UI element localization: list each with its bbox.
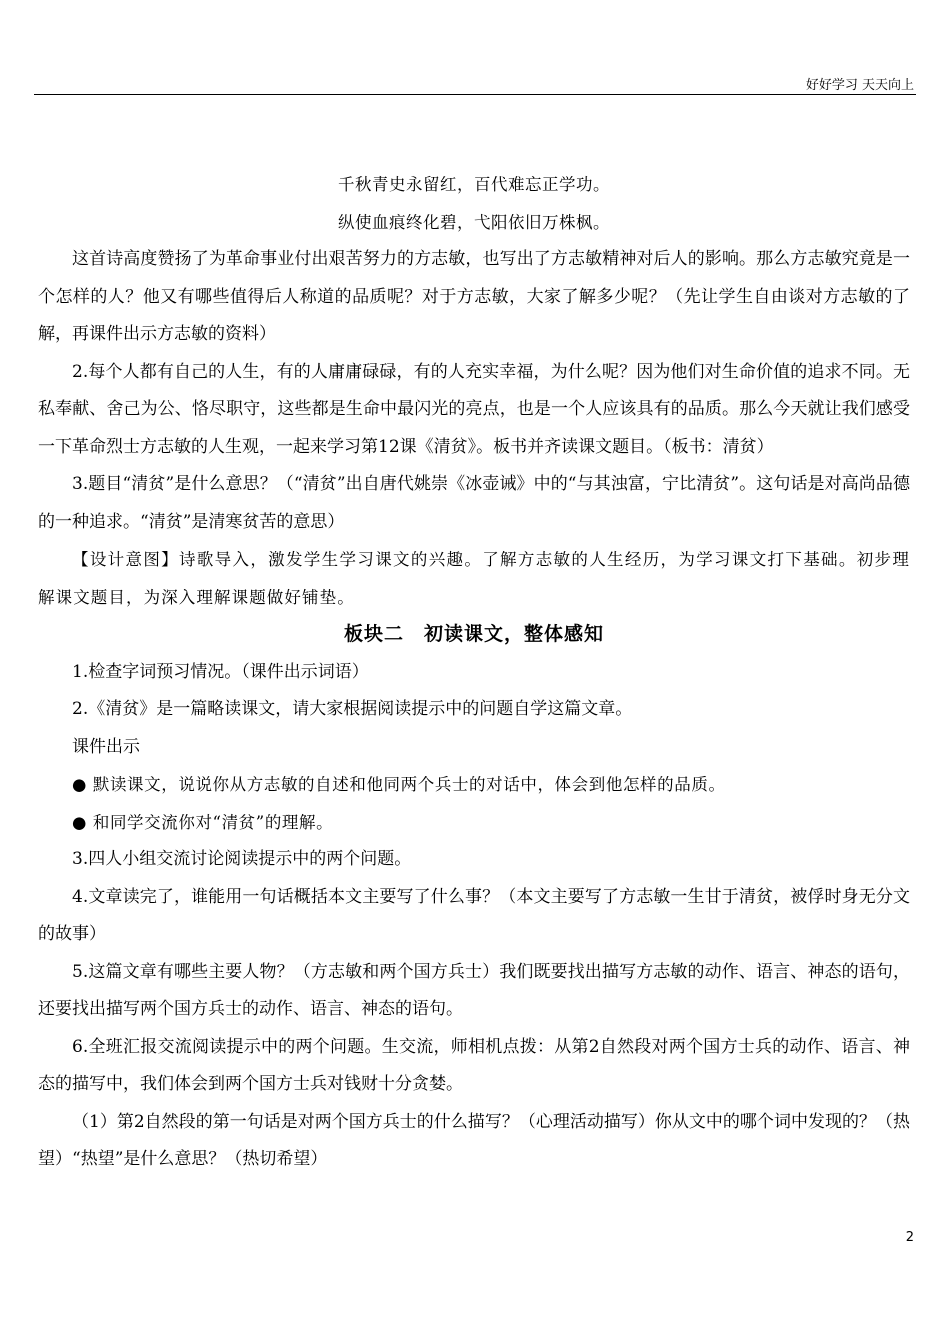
poem-line-2: 纵使血痕终化碧，弋阳依旧万株枫。 <box>338 212 610 232</box>
step-6: 6.全班汇报交流阅读提示中的两个问题。生交流，师相机点拨：从第2自然段对两个国方士兵的动作、语言、神态的描写中，我们体会到两个国方士兵对钱财十分贪婪。 <box>38 1036 910 1094</box>
step-2: 2.《清贫》是一篇略读课文，请大家根据阅读提示中的问题自学这篇文章。 <box>72 699 633 719</box>
page-number: 2 <box>905 1230 914 1245</box>
step-3: 3.四人小组交流讨论阅读提示中的两个问题。 <box>72 849 412 869</box>
paragraph-poem-explanation: 这首诗高度赞扬了为革命事业付出艰苦努力的方志敏，也写出了方志敏精神对后人的影响。那么方志敏究竟是一个怎样的人？他又有哪些值得后人称道的品质呢？对于方志敏，大家了解多少呢？（先让学生自由谈对方志敏的了解，再课件出示方志敏的资料） <box>38 249 910 344</box>
step-1: 1.检查字词预习情况。（课件出示词语） <box>72 661 369 682</box>
section-title: 板块二 初读课文，整体感知 <box>343 623 604 645</box>
header-text: 好好学习 天天向上 <box>805 78 914 93</box>
page-header <box>34 72 916 95</box>
step-5: 5.这篇文章有哪些主要人物？（方志敏和两个国方兵士）我们既要找出描写方志敏的动作、语言、神态的语句，还要找出描写两个国方兵士的动作、语言、神态的语句。 <box>38 961 910 1019</box>
step-6-sub-1: （1）第2自然段的第一句话是对两个国方兵士的什么描写？（心理活动描写）你从文中的哪个词中发现的？（热望）“热望”是什么意思？（热切希望） <box>38 1111 910 1169</box>
poem-line-1: 千秋青史永留红，百代难忘正学功。 <box>338 175 610 194</box>
paragraph-item-3: 3.题目“清贫”是什么意思？（“清贫”出自唐代姚崇《冰壶诫》中的“与其浊富，宁比清贫”。这句话是对高尚品德的一种追求。“清贫”是清寒贫苦的意思） <box>38 474 910 532</box>
paragraph-item-2: 2.每个人都有自己的人生，有的人庸庸碌碌，有的人充实幸福，为什么呢？因为他们对生命价值的追求不同。无私奉献、舍己为公、恪尽职守，这些都是生命中最闪光的亮点，也是一个人应该具有的品质。那么今天就让我们感受一下革命烈士方志敏的人生观，一起来学习第12课《清贫》。板书并齐读课文题目。（板书：清贫） <box>38 361 910 457</box>
bullet-item-1: ● 默读课文，说说你从方志敏的自述和他同两个兵士的对话中，体会到他怎样的品质。 <box>72 775 726 794</box>
courseware-label: 课件出示 <box>72 736 140 757</box>
design-intent: 【设计意图】诗歌导入，激发学生学习课文的兴趣。了解方志敏的人生经历，为学习课文打下基础。初步理解课文题目，为深入理解课题做好铺垫。 <box>38 550 910 607</box>
bullet-item-2: ● 和同学交流你对“清贫”的理解。 <box>72 812 334 832</box>
step-4: 4.文章读完了，谁能用一句话概括本文主要写了什么事？（本文主要写了方志敏一生甘于清贫，被俘时身无分文的故事） <box>38 886 910 944</box>
document-body <box>38 166 910 1179</box>
